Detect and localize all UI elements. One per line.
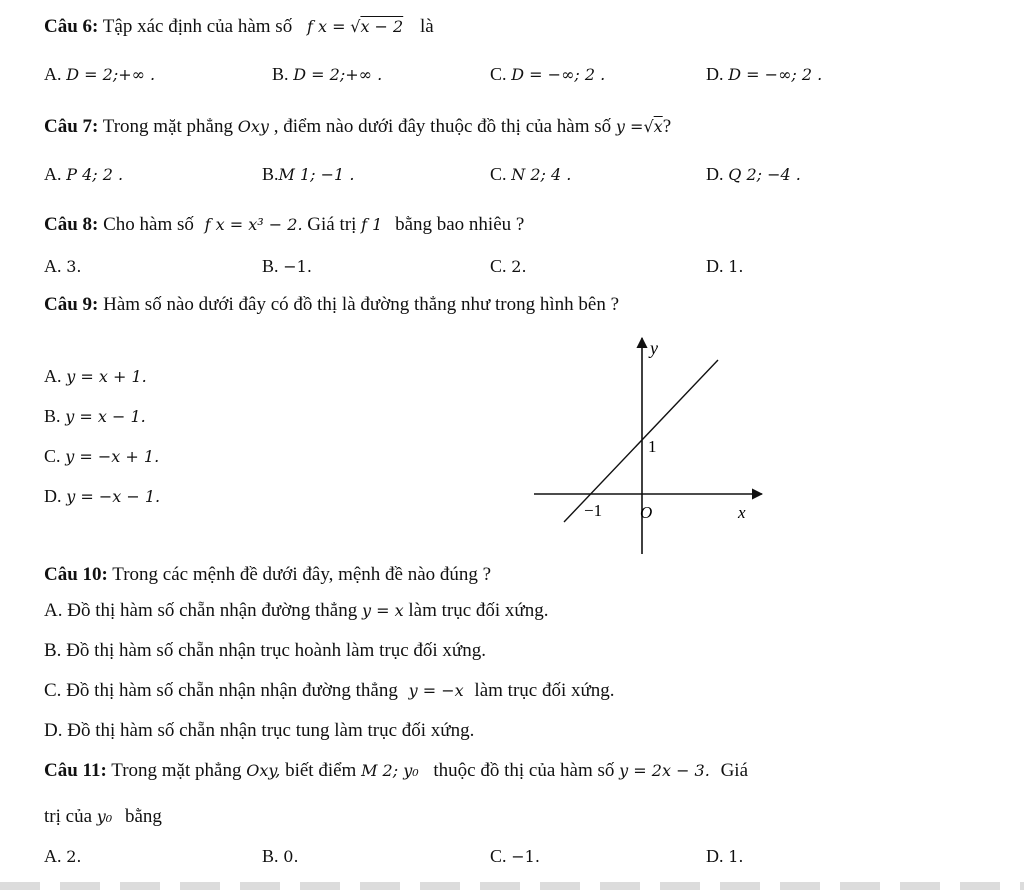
option-text-end: làm trục đối xứng. [408,600,549,621]
option-value: y = −x − 1. [66,487,161,506]
option-value: 0. [283,847,299,866]
q6-option-d[interactable] [706,64,822,86]
question-6 [44,16,434,38]
question-text: Trong các mệnh đề dưới đây, mệnh đề nào đúng ? [112,564,492,585]
question-11 [44,760,748,782]
option-value: y = x − 1. [65,407,146,426]
q7-option-a[interactable] [44,164,123,186]
variable-y0: y₀ [96,807,113,826]
question-9 [44,294,619,316]
q6-option-a[interactable] [44,64,155,86]
q8-option-b[interactable] [262,256,312,278]
option-text: Đồ thị hàm số chẵn nhận nhận đường thẳng [66,680,398,701]
function-expression: f x = [306,17,346,36]
option-letter: D. [706,846,724,866]
question-text-4: Giá [720,760,749,781]
question-10 [44,564,491,586]
option-value: −1. [283,257,312,276]
option-letter: A. [44,64,62,84]
question-text-3: thuộc đồ thị của hàm số [433,760,615,781]
plane-name: Oxy, [246,761,281,780]
option-value: N 2; 4 . [511,165,572,184]
cropped-next-line [0,882,1024,890]
q6-option-c[interactable] [490,64,605,86]
sqrt-expression: √x − 2 [350,17,404,36]
option-letter: D. [44,486,62,506]
option-letter: B. [44,406,61,426]
option-value: M 1; −1 . [278,165,355,184]
option-letter: C. [44,446,61,466]
q8-option-d[interactable] [706,256,744,278]
q11-option-a[interactable] [44,846,82,868]
option-value: 2. [511,257,527,276]
option-letter: A. [44,366,62,386]
question-text-2: Giá trị [307,214,357,235]
q10-option-d[interactable] [44,720,474,742]
x-axis-label: x [738,503,746,522]
option-letter: C. [490,846,507,866]
function-value: f 1 [361,215,383,234]
question-text-6: bằng [124,806,162,827]
question-11-line-2 [44,806,162,828]
function-expression: y = 2x − 3. [619,761,710,780]
option-letter: B. [262,256,279,276]
option-letter: B. [262,164,279,184]
function-expression: f x = x³ − 2. [204,215,303,234]
point-expression: M 2; y₀ [361,761,419,780]
option-letter: D. [706,164,724,184]
q6-option-b[interactable] [272,64,382,86]
option-letter: B. [272,64,289,84]
question-text: Hàm số nào dưới đây có đồ thị là đường thẳng như trong hình bên ? [103,294,620,315]
option-letter: C. [490,164,507,184]
q7-option-c[interactable] [490,164,571,186]
plane-name: Oxy [237,117,269,136]
option-value: D = 2;+∞ . [293,65,383,84]
question-text: Tập xác định của hàm số [102,16,293,37]
question-7 [44,116,671,138]
q10-option-b[interactable] [44,640,486,662]
sqrt-argument: x [653,117,663,136]
option-value: 1. [728,847,744,866]
option-letter: D. [44,720,63,741]
option-value: D = −∞; 2 . [511,65,606,84]
q9-option-b[interactable] [44,406,146,428]
option-value: −1. [511,847,540,866]
question-text: Trong mặt phẳng [111,760,242,781]
option-text-end: làm trục đối xứng. [474,680,615,701]
option-letter: D. [706,64,724,84]
option-value: P 4; 2 . [66,165,124,184]
option-letter: C. [490,64,507,84]
question-label: Câu 11: [44,760,107,781]
sqrt-expression: √x [643,117,663,136]
q9-option-a[interactable] [44,366,147,388]
option-letter: B. [262,846,279,866]
q9-option-d[interactable] [44,486,160,508]
option-value: D = −∞; 2 . [728,65,823,84]
option-letter: B. [44,640,62,661]
option-math: y = −x [408,681,464,700]
question-text: Trong mặt phẳng [102,116,233,137]
graph-line [564,360,718,522]
line-graph [530,330,780,560]
option-letter: D. [706,256,724,276]
option-letter: A. [44,600,63,621]
option-value: D = 2;+∞ . [66,65,156,84]
q9-option-c[interactable] [44,446,159,468]
option-text: Đồ thị hàm số chẵn nhận trục hoành làm trục đối xứng. [66,640,486,661]
option-math: y = x [361,601,404,620]
option-letter: A. [44,164,62,184]
option-value: 2. [66,847,82,866]
question-text-2: biết điểm [285,760,357,781]
q10-option-c[interactable] [44,680,615,702]
question-label: Câu 8: [44,214,99,235]
option-letter: A. [44,256,62,276]
question-end: là [419,16,434,37]
option-text: Đồ thị hàm số chẵn nhận đường thẳng [67,600,358,621]
question-text-5: trị của [44,806,93,827]
question-end: ? [662,116,672,137]
option-value: Q 2; −4 . [728,165,801,184]
question-label: Câu 9: [44,294,99,315]
q11-option-b[interactable] [262,846,299,868]
q7-option-d[interactable] [706,164,801,186]
q11-option-d[interactable] [706,846,744,868]
option-letter: C. [490,256,507,276]
question-8 [44,214,524,236]
question-end: bằng bao nhiêu ? [395,214,525,235]
option-value: 1. [728,257,744,276]
q8-option-c[interactable] [490,256,527,278]
question-label: Câu 7: [44,116,99,137]
y-axis-label: y [650,338,658,358]
question-text: Cho hàm số [103,214,194,235]
option-letter: A. [44,846,62,866]
option-text: Đồ thị hàm số chẵn nhận trục tung làm trục đối xứng. [67,720,475,741]
sqrt-argument: x − 2 [360,17,404,36]
y-tick-label: 1 [648,437,657,456]
q10-option-a[interactable] [44,600,548,622]
option-value: 3. [66,257,82,276]
option-value: y = −x + 1. [65,447,160,466]
question-text-2: , điểm nào dưới đây thuộc đồ thị của hàm số [273,116,612,137]
x-tick-label: −1 [584,501,603,520]
option-letter: C. [44,680,62,701]
option-value: y = x + 1. [66,367,147,386]
q8-option-a[interactable] [44,256,82,278]
q11-option-c[interactable] [490,846,540,868]
function-expression: y = [615,117,644,136]
question-label: Câu 10: [44,564,108,585]
origin-label: O [640,503,653,522]
question-label: Câu 6: [44,16,99,37]
q7-option-b[interactable] [262,164,354,186]
